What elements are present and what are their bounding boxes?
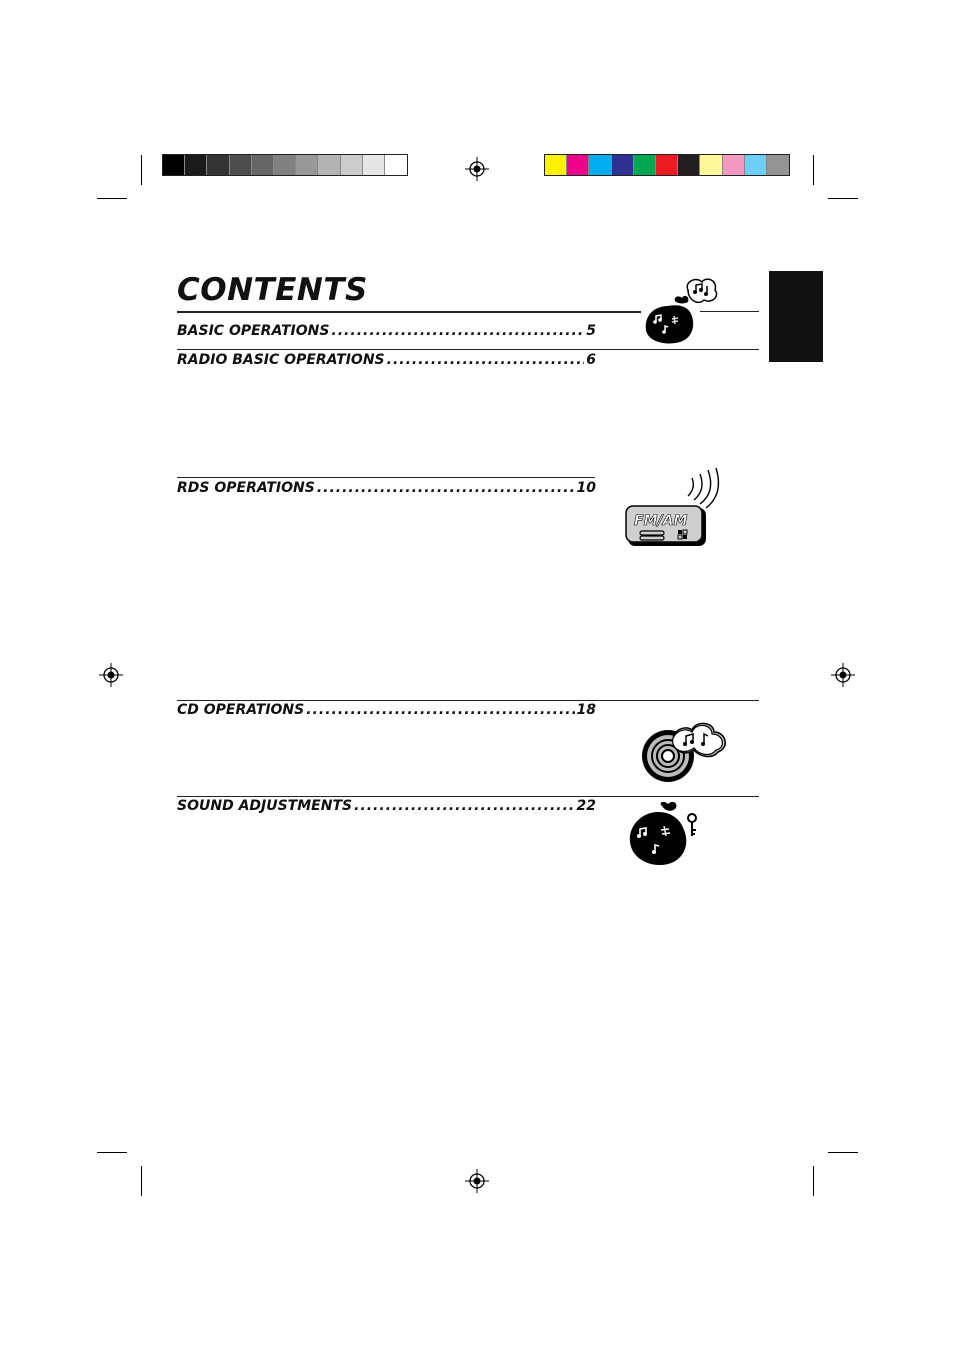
toc-label: RDS OPERATIONS bbox=[177, 480, 315, 496]
color-swatch bbox=[589, 155, 611, 175]
radio-icon bbox=[624, 468, 724, 550]
color-swatch bbox=[385, 155, 407, 175]
crop-mark bbox=[97, 198, 127, 199]
toc-label: CD OPERATIONS bbox=[177, 702, 305, 718]
registration-target-icon bbox=[831, 663, 855, 687]
toc-label: RADIO BASIC OPERATIONS bbox=[177, 352, 385, 368]
color-swatch bbox=[612, 155, 634, 175]
toc-page-number: 5 bbox=[586, 323, 596, 339]
color-swatch bbox=[656, 155, 678, 175]
toc-entry-cd-operations[interactable] bbox=[177, 702, 596, 718]
color-swatch bbox=[363, 155, 385, 175]
toc-page-number: 10 bbox=[576, 480, 596, 496]
color-swatch bbox=[207, 155, 229, 175]
toc-page-number: 6 bbox=[586, 352, 596, 368]
crop-mark bbox=[813, 155, 814, 185]
color-swatch bbox=[567, 155, 589, 175]
color-swatch bbox=[745, 155, 767, 175]
toc-entry-basic-operations[interactable] bbox=[177, 323, 596, 339]
toc-leader bbox=[354, 798, 574, 814]
toc-page-number: 22 bbox=[576, 798, 596, 814]
title-underline bbox=[177, 311, 641, 313]
color-swatch bbox=[634, 155, 656, 175]
color-swatch bbox=[700, 155, 722, 175]
section-divider bbox=[177, 700, 759, 701]
toc-page-number: 18 bbox=[576, 702, 596, 718]
toc-label: BASIC OPERATIONS bbox=[177, 323, 330, 339]
color-swatch bbox=[767, 155, 789, 175]
fm-am-label: FM/AM bbox=[634, 513, 688, 529]
color-swatch bbox=[230, 155, 252, 175]
crop-mark bbox=[828, 198, 858, 199]
color-swatch bbox=[318, 155, 340, 175]
color-swatch bbox=[296, 155, 318, 175]
color-swatch bbox=[678, 155, 700, 175]
crop-mark bbox=[141, 1166, 142, 1196]
section-divider bbox=[177, 477, 595, 478]
color-swatch bbox=[252, 155, 274, 175]
toc-entry-sound-adjustments[interactable] bbox=[177, 798, 596, 814]
registration-target-icon bbox=[465, 157, 489, 181]
music-bag-key-icon bbox=[624, 802, 704, 870]
crop-mark bbox=[828, 1152, 858, 1153]
page-title: CONTENTS bbox=[177, 272, 368, 308]
toc-entry-radio-basic-operations[interactable] bbox=[177, 352, 596, 368]
registration-target-icon bbox=[99, 663, 123, 687]
color-swatch bbox=[545, 155, 567, 175]
section-divider bbox=[177, 796, 759, 797]
toc-label: SOUND ADJUSTMENTS bbox=[177, 798, 353, 814]
toc-leader bbox=[387, 352, 585, 368]
toc-leader bbox=[306, 702, 574, 718]
crop-mark bbox=[141, 155, 142, 185]
music-bag-icon bbox=[638, 276, 720, 348]
language-tab bbox=[769, 271, 823, 362]
toc-entry-rds-operations[interactable] bbox=[177, 480, 596, 496]
registration-target-icon bbox=[465, 1169, 489, 1193]
color-swatch bbox=[723, 155, 745, 175]
crop-mark bbox=[813, 1166, 814, 1196]
color-swatch bbox=[341, 155, 363, 175]
section-divider bbox=[177, 349, 759, 350]
color-swatch bbox=[185, 155, 207, 175]
toc-leader bbox=[331, 323, 584, 339]
grayscale-registration-bar bbox=[162, 154, 408, 176]
color-swatch bbox=[274, 155, 296, 175]
color-registration-bar bbox=[544, 154, 790, 176]
crop-mark bbox=[97, 1152, 127, 1153]
cd-music-icon bbox=[640, 716, 732, 786]
color-swatch bbox=[163, 155, 185, 175]
toc-leader bbox=[317, 480, 575, 496]
